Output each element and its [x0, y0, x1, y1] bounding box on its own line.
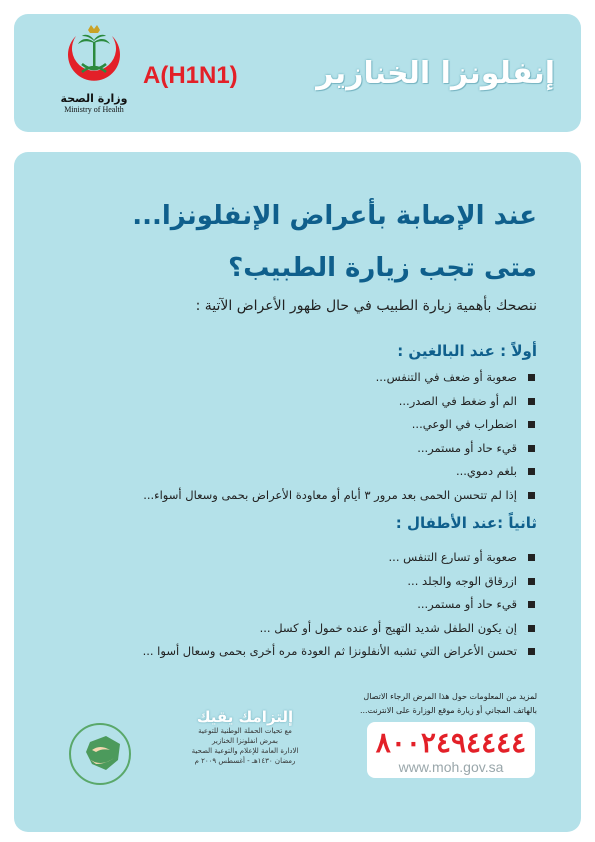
bullet-icon [528, 398, 535, 405]
ministry-name-en: Ministry of Health [64, 105, 124, 114]
main-heading [57, 190, 537, 294]
intro-text: ننصحك بأهمية زيارة الطبيب في حال ظهور الأعراض الآتية : [195, 298, 537, 314]
hotline-number[interactable]: ٨٠٠٢٤٩٤٤٤٤ [375, 727, 527, 758]
adults-symptom-list [37, 366, 537, 507]
list-item: صعوبة أو ضعف في التنفس... [37, 366, 537, 390]
campaign-date: رمضان ١٤٣٠هـ - أغسطس ٢٠٠٩ م [194, 757, 296, 765]
campaign-line-1: مع تحيات الحملة الوطنية للتوعية [198, 727, 292, 735]
bullet-icon [528, 374, 535, 381]
bullet-icon [528, 445, 535, 452]
list-item: قيء حاد أو مستمر... [37, 437, 537, 461]
bullet-icon [528, 468, 535, 475]
list-item: صعوبة أو تسارع التنفس ... [37, 546, 537, 570]
list-item: بلغم دموي... [37, 460, 537, 484]
virus-code: A(H1N1) [143, 62, 238, 89]
children-symptom-list [37, 546, 537, 664]
bullet-icon [528, 554, 535, 561]
palm-swords-crescent-icon [62, 22, 126, 92]
bullet-icon [528, 421, 535, 428]
children-section-title: ثانياً :عند الأطفال : [395, 514, 537, 532]
heading-line-1: عند الإصابة بأعراض الإنفلونزا... [132, 201, 537, 231]
campaign-badge [66, 706, 166, 802]
campaign-line-3: الادارة العامة للإعلام والتوعية الصحية [191, 747, 299, 755]
website-link[interactable]: www.moh.gov.sa [398, 759, 504, 775]
list-item: اضطراب في الوعي... [37, 413, 537, 437]
bullet-icon [528, 648, 535, 655]
hands-map-badge-icon [66, 706, 166, 802]
page-title: إنفلونزا الخنازير [316, 56, 555, 91]
heading-line-2: متى تجب زيارة الطبيب؟ [228, 253, 537, 283]
contact-info [297, 690, 537, 718]
list-item: قيء حاد أو مستمر... [37, 593, 537, 617]
campaign-line-2: بمرض انفلونزا الخنازير [212, 737, 278, 745]
campaign-block [180, 708, 310, 766]
hotline-box [367, 722, 535, 778]
list-item: الم أو ضغط في الصدر... [37, 390, 537, 414]
contact-line-2: بالهاتف المجاني أو زيارة موقع الوزارة على الانترنت... [359, 706, 537, 715]
contact-line-1: لمزيد من المعلومات حول هذا المرض الرجاء الاتصال [363, 692, 537, 701]
list-item: إن يكون الطفل شديد التهيج أو عنده خمول أو كسل ... [37, 617, 537, 641]
ministry-logo [48, 22, 140, 130]
bullet-icon [528, 601, 535, 608]
adults-section-title: أولاً : عند البالغين : [397, 342, 537, 360]
list-item: ازرقاق الوجه والجلد ... [37, 570, 537, 594]
bullet-icon [528, 578, 535, 585]
ministry-name-ar: وزارة الصحة [60, 92, 128, 105]
bullet-icon [528, 625, 535, 632]
bullet-icon [528, 492, 535, 499]
campaign-slogan: إلتزامك يقيك [196, 708, 294, 726]
list-item: تحسن الأعراض التي تشبه الأنفلونزا ثم العودة مره أخرى بحمى وسعال أسوا ... [37, 640, 537, 664]
list-item: إذا لم تتحسن الحمى بعد مرور ٣ أيام أو معاودة الأعراض بحمى وسعال أسواء... [37, 484, 537, 508]
